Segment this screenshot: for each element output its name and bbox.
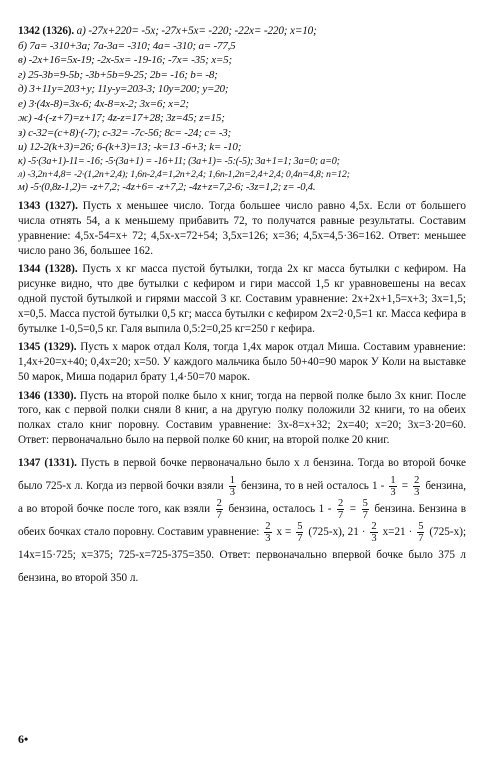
problem-text: бензина, осталось 1 - <box>228 502 332 515</box>
problem-text: Пусть в первой бочке первоначально было x л бензина. Тогда во второй бочке было 725-x л. Когда из первой бочки взяли <box>18 456 467 492</box>
equation-line: ж) -4·(-z+7)=z+17; 4z-z=17+28; 3z=45; z=15; <box>18 112 225 125</box>
problem-number: 1345 (1329). <box>18 341 77 354</box>
problem-number: 1342 (1326). <box>18 25 74 37</box>
fraction-five-sevenths: $\frac{5}{7}$ <box>362 497 368 521</box>
problem-text: Пусть x кг масса пустой бутылки, тогда 2x кг масса бутылки с кефиром. На рисунке видно, что две бутылки с кефиром и гири массой 1,5 кг уравновешены на весах одной пустой бутылкой и гирями массой 3 кг. Составим уравнение: 2x+2x+1,5=x+3; 3x=1,5; x=0,5. Масса пустой бутылки 0,5 кг; масса бутылки с кефиром 2x=2·0,5=1 кг. Масса кефира в бутылке 1-0,5=0,5 кг. Галя выпила 0,5:2=0,25 кг=250 г кефира. <box>18 263 467 335</box>
equation-line: л) -3,2n+4,8= -2·(1,2n+2,4); 1,6n-2,4=1,2n+2,4; 1,6n-1,2n=2,4+2,4; 0,4n=4,8; n=12; <box>18 169 350 181</box>
problem-1346 <box>18 389 466 448</box>
fraction-one-third: $\frac{1}{3}$ <box>390 474 396 498</box>
equation-line: и) 12-2(k+3)=26; 6-(k+3)=13; -k=13 -6+3; k= -10; <box>18 141 242 154</box>
fraction-five-sevenths: $\frac{5}{7}$ <box>418 520 424 544</box>
problem-text: (725-x); 14x=15·725; x=375; 725-x=725-375=350. Ответ: первоначально впервой бочке было 375 л бензина, во второй 350 л. <box>18 525 467 584</box>
equation-line: в) -2x+16=5x-19; -2x-5x= -19-16; -7x= -35; x=5; <box>18 54 232 67</box>
equation-line: е) 3·(4x-8)=3x-6; 4x-8=x-2; 3x=6; x=2; <box>18 97 189 110</box>
page-number: 6• <box>18 732 29 747</box>
fraction-two-thirds: $\frac{2}{3}$ <box>371 520 377 544</box>
equation-line: з) c-32=(c+8)·(-7); c-32= -7c-56; 8c= -24; c= -3; <box>18 126 232 139</box>
problem-1345 <box>18 340 466 384</box>
equation-line: д) 3+11y=203+y; 11y-y=203-3; 10y=200; y=20; <box>18 83 229 96</box>
equation-line: г) 25-3b=9-5b; -3b+5b=9-25; 2b= -16; b= -8; <box>18 68 218 81</box>
equation-line: а) -27x+220= -5x; -27x+5x= -220; -22x= -220; x=10; <box>76 25 317 37</box>
fraction-two-thirds: $\frac{2}{3}$ <box>414 474 420 498</box>
fraction-two-thirds: $\frac{2}{3}$ <box>265 520 271 544</box>
problem-text: бензина, а во второй бочке после того, как взяли <box>18 479 467 515</box>
equation-line: м) -5·(0,8z-1,2)= -z+7,2; -4z+6= -z+7,2; -4z+z=7,2-6; -3z=1,2; z= -0,4. <box>18 182 316 194</box>
problem-text: бензина, то в ней осталось 1 - <box>241 479 385 492</box>
problem-text: x=21 · <box>382 525 413 538</box>
problem-text: Пусть x марок отдал Коля, тогда 1,4x марок отдал Миша. Составим уравнение: 1,4x+20=x+40; 0,4x=20; x=50. У каждого мальчика было 50+40=90 марок У Коли на выставке 50 марок, Миша подарил брату 1,4·50=70 марок. <box>18 341 467 383</box>
problem-text: бензина. Бензина в обеих бочках стало поровну. Составим уравнение: <box>18 502 467 538</box>
equation-line: б) 7a= -310+3a; 7a-3a= -310; 4a= -310; a= -77,5 <box>18 39 236 52</box>
problem-1343 <box>18 199 466 258</box>
problem-1347: 1347 (1331). Пусть в первой бочке первоначально было x л бензина. Тогда во второй бочке было 725-x л. Когда из первой бочки взяли $\frac{1}{3}$ бензина, то в ней осталось 1 - $\frac{1}{3}$ = $\frac{2}{3}$ бензина, а во второй бочке после того, как взяли $\frac{2}{7}$ бензина, осталось 1 - $\frac{2}{7}$ = $\frac{5}{7}$ бензина. Бензина в обеих бочках стало поровну. Составим уравнение: $\frac{2}{3}$ x = $\frac{5}{7}$ (725-x), 21 · $\frac{2}{3}$ x=21 · $\frac{5}{7}$ (725-x); 14x=15·725; x=375; 725-x=725-375=350. Ответ: первоначально впервой бочке было 375 л бензина, во второй 350 л. <box>18 456 467 584</box>
problem-number: 1344 (1328). <box>18 263 78 276</box>
fraction-two-sevenths: $\frac{2}{7}$ <box>216 497 222 521</box>
fraction-two-sevenths: $\frac{2}{7}$ <box>337 497 344 521</box>
problem-number: 1347 (1331). <box>18 456 77 469</box>
equation-line: к) -5·(3a+1)-11= -16; -5·(3a+1) = -16+11; (3a+1)= -5:(-5); 3a+1=1; 3a=0; a=0; <box>18 155 340 167</box>
fraction-one-third: $\frac{1}{3}$ <box>229 474 235 498</box>
problem-text: Пусть на второй полке было x книг, тогда на первой полке было 3x книг. После того, как с первой полки сняли 8 книг, а на другую полку положили 32 книги, то на обеих полках стало книг поровну. Составим уравнение: 3x-8=x+32; 2x=40; x=20; 3x=3·20=60. Ответ: первоначально было на первой полке 60 книг, на второй полке 20 книг. <box>18 389 466 446</box>
problem-number: 1343 (1327). <box>18 200 78 213</box>
problem-1342 <box>18 24 466 195</box>
fraction-five-sevenths: $\frac{5}{7}$ <box>297 520 303 544</box>
problem-text: x = <box>276 525 292 538</box>
problem-1344 <box>18 262 466 336</box>
problem-text: (725-x), 21 · <box>308 525 366 538</box>
problem-text: Пусть x меньшее число. Тогда большее число равно 4,5x. Если от большего числа отнять 54, а к меньшему прибавить 72, то получатся равные результаты. Составим уравнение: 4,5x-54=x+ 72; 4,5x-x=72+54; 3,5x=126; x=36; 4,5x=4,5·36=162. Ответ: меньшее число рано 36, большее 162. <box>18 200 466 257</box>
problem-number: 1346 (1330). <box>18 389 77 402</box>
